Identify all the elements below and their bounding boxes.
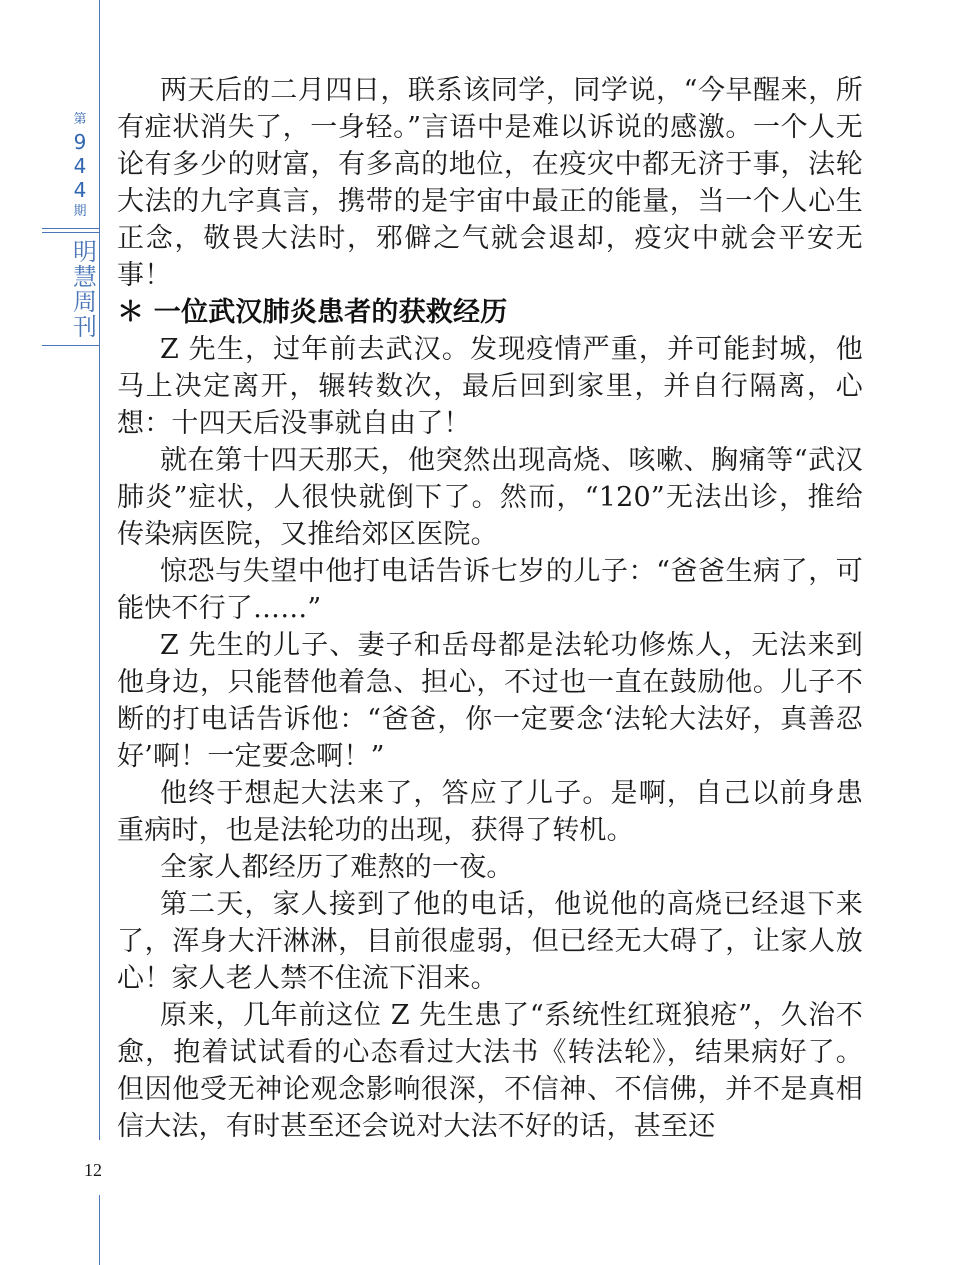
magazine-char: 刊 xyxy=(73,313,97,341)
paragraph: 就在第十四天那天，他突然出现高烧、咳嗽、胸痛等“武汉肺炎”症状，人很快就倒下了。然而，“120”无法出诊，推给传染病医院，又推给郊区医院。 xyxy=(117,445,863,550)
magazine-char: 明 xyxy=(73,238,97,266)
paragraph: 他终于想起大法来了，答应了儿子。是啊，自己以前身患重病时，也是法轮功的出现，获得了转机。 xyxy=(117,778,863,846)
magazine-char: 周 xyxy=(73,288,97,316)
paragraph: Z 先生的儿子、妻子和岳母都是法轮功修炼人，无法来到他身边，只能替他着急、担心，不过也一直在鼓励他。儿子不断的打电话告诉他：“爸爸，你一定要念‘法轮大法好，真善忍好’啊！一定要念啊！” xyxy=(117,630,863,772)
paragraph: 惊恐与失望中他打电话告诉七岁的儿子：“爸爸生病了，可能快不行了……” xyxy=(117,556,863,624)
issue-suffix: 期 xyxy=(73,204,87,219)
paragraph: 全家人都经历了难熬的一夜。 xyxy=(160,852,514,883)
magazine-char: 慧 xyxy=(73,263,97,291)
sidebar-divider xyxy=(42,228,100,229)
issue-digit: 9 xyxy=(73,130,87,154)
issue-prefix: 第 xyxy=(73,112,87,127)
paragraph: Z 先生，过年前去武汉。发现疫情严重，并可能封城，他马上决定离开，辗转数次，最后回到家里，并自行隔离，心想：十四天后没事就自由了！ xyxy=(117,334,863,439)
article-body xyxy=(117,72,863,1145)
paragraph: 第二天，家人接到了他的电话，他说他的高烧已经退下来了，浑身大汗淋淋，目前很虚弱，但已经无大碍了，让家人放心！家人老人禁不住流下泪来。 xyxy=(117,889,863,994)
sidebar-divider xyxy=(42,345,100,346)
issue-digit: 4 xyxy=(73,178,87,202)
sidebar-divider xyxy=(42,232,100,233)
paragraph: 两天后的二月四日，联系该同学，同学说，“今早醒来，所有症状消失了，一身轻。”言语中是难以诉说的感激。一个人无论有多少的财富，有多高的地位，在疫灾中都无济于事，法轮大法的九字真言，携带的是宇宙中最正的能量，当一个人心生正念，敬畏大法时，邪僻之气就会退却，疫灾中就会平安无事！ xyxy=(117,75,863,291)
section-heading: ＊ 一位武汉肺炎患者的获救经历 xyxy=(117,297,508,328)
issue-digit: 4 xyxy=(73,154,87,178)
magazine-title xyxy=(70,240,100,340)
issue-number xyxy=(60,110,100,222)
page-number: 12 xyxy=(84,1160,102,1180)
side-vertical-rule-lower xyxy=(99,1195,100,1265)
paragraph: 原来，几年前这位 Z 先生患了“系统性红斑狼疮”，久治不愈，抱着试试看的心态看过大法书《转法轮》，结果病好了。但因他受无神论观念影响很深，不信神、不信佛，并不是真相信大法，有时甚至还会说对大法不好的话，甚至还 xyxy=(117,1000,863,1142)
